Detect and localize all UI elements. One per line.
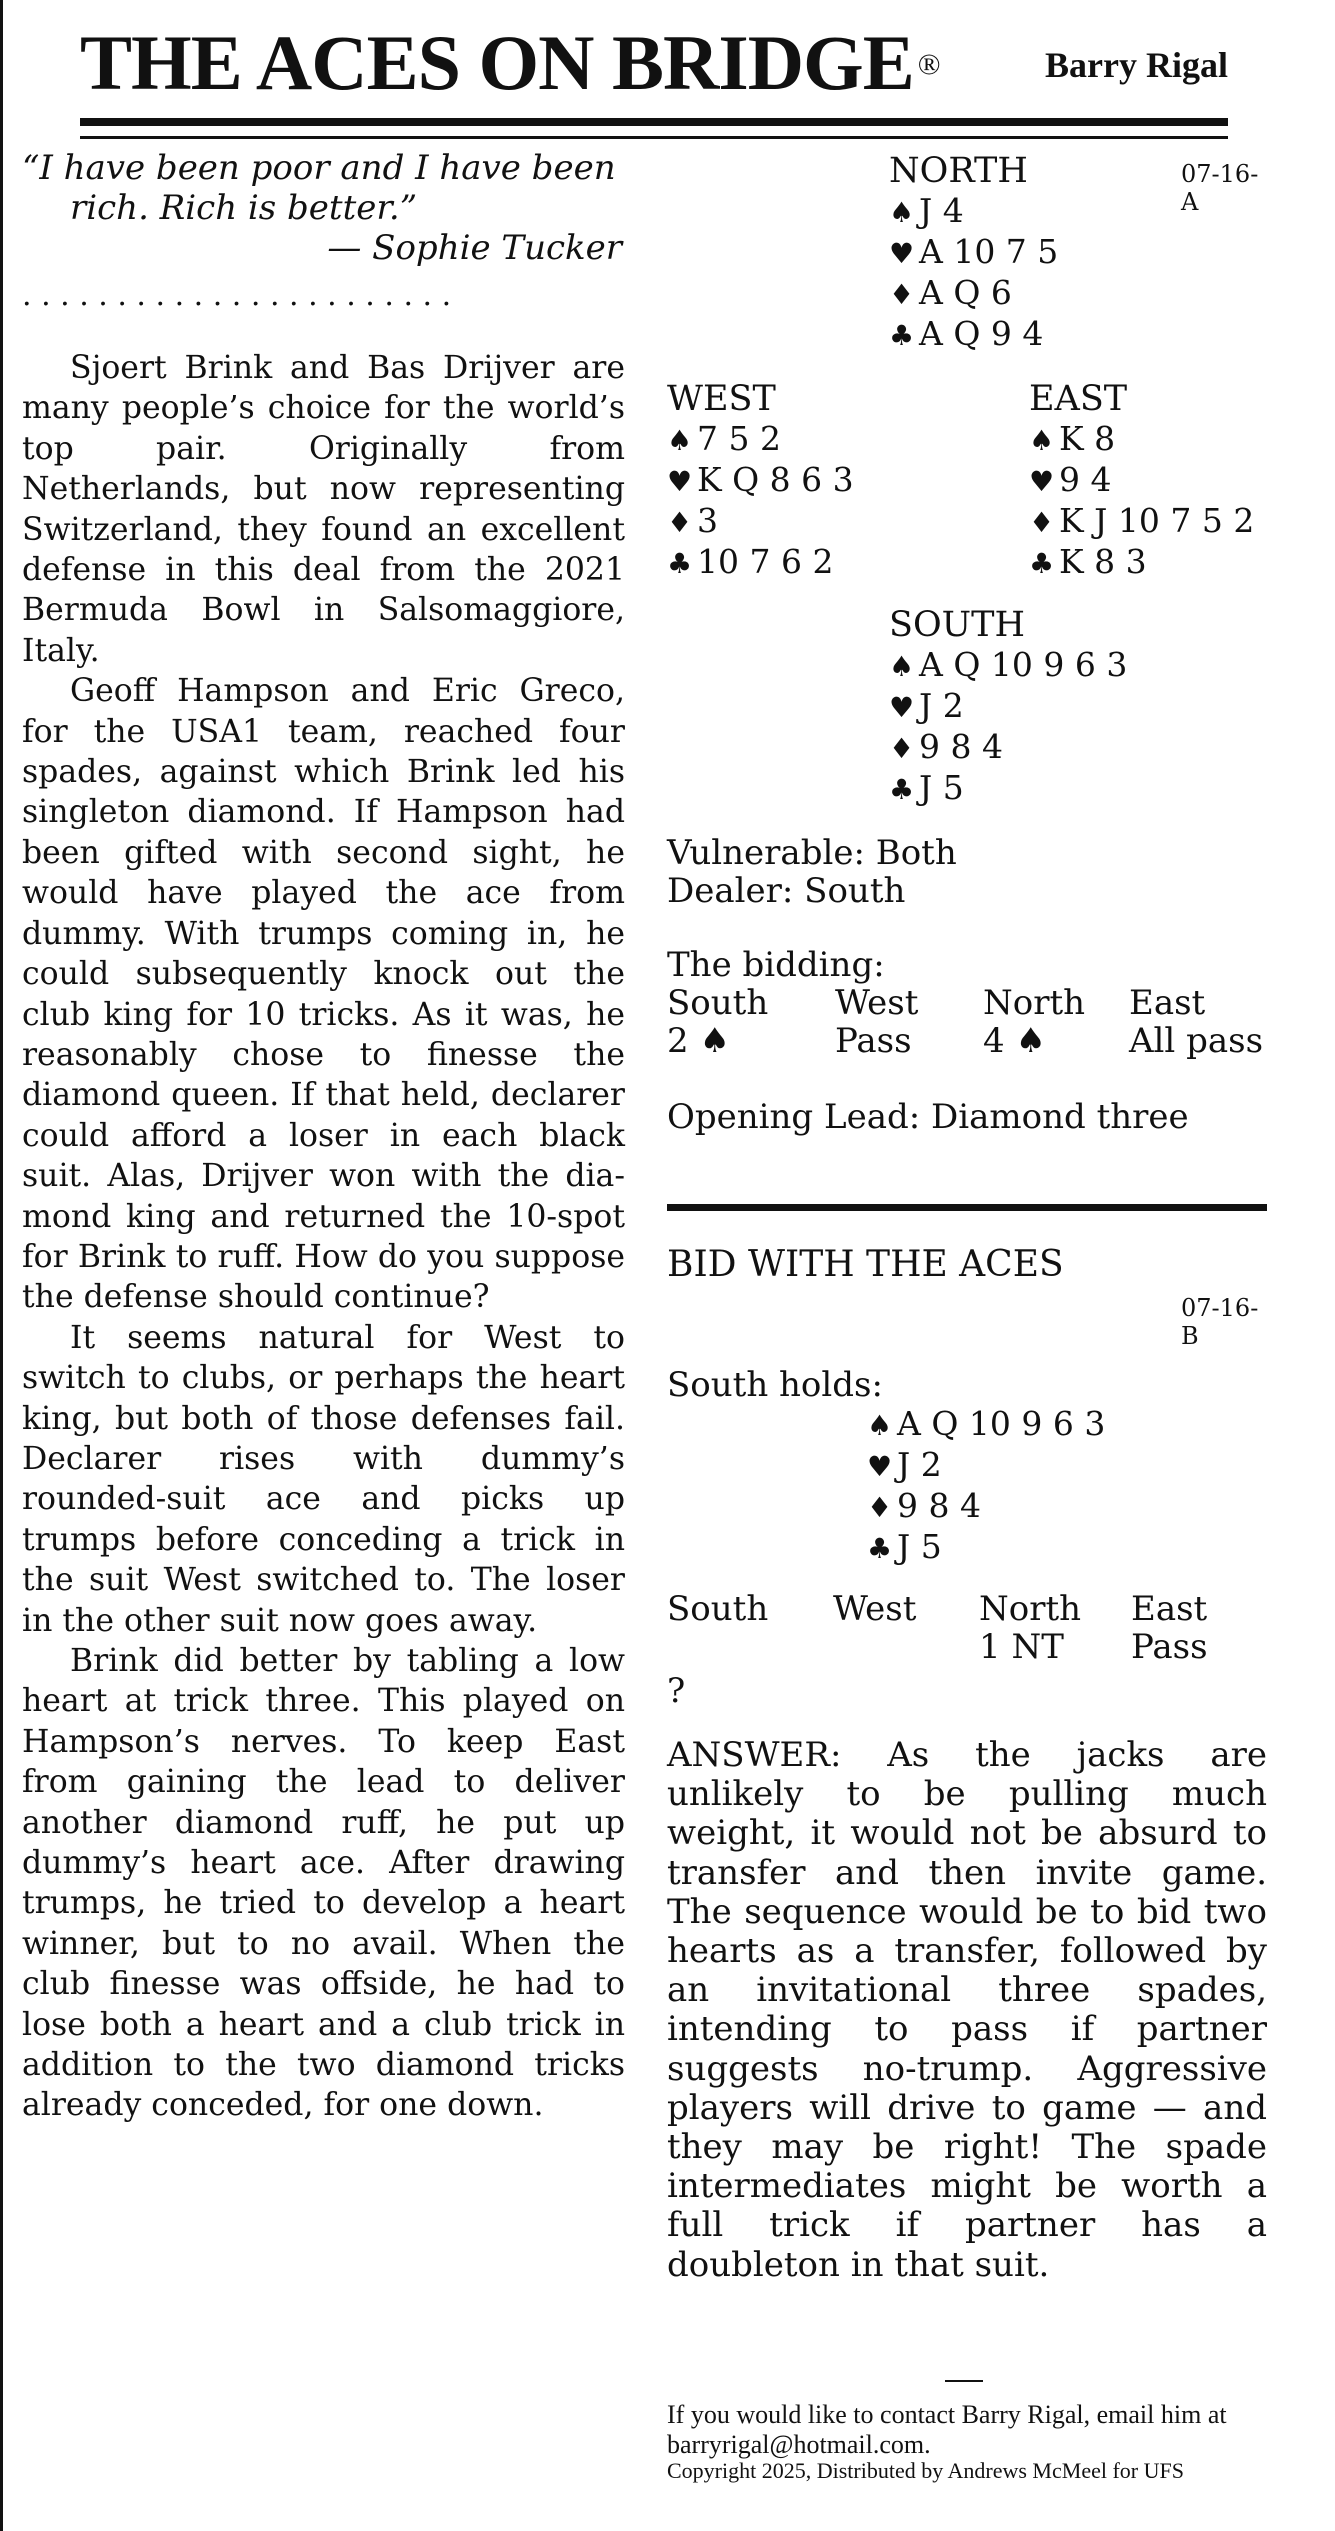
- suit-cards: 10 7 6 2: [697, 542, 834, 581]
- auction-header: South: [667, 1589, 769, 1629]
- club-icon: ♣: [889, 773, 915, 806]
- heart-icon: ♥: [1029, 465, 1055, 498]
- bid-cell: Pass: [835, 1021, 912, 1061]
- bidding-row: [667, 1022, 1267, 1060]
- club-icon: ♣: [1029, 547, 1055, 580]
- suit-cards: K 8 3: [1059, 542, 1147, 581]
- header-rule-thick: [80, 118, 1228, 126]
- opening-lead: Opening Lead: Diamond three: [667, 1097, 1189, 1137]
- diamond-icon: ♦: [1029, 506, 1055, 539]
- suit-cards: 7 5 2: [697, 419, 781, 458]
- quote-attribution: — Sophie Tucker: [327, 228, 622, 268]
- hand-label: NORTH: [889, 151, 1028, 191]
- hand-label: WEST: [667, 379, 776, 419]
- bidding-header: East: [1129, 983, 1206, 1023]
- suit-cards: 9 4: [1059, 460, 1112, 499]
- article-paragraph: Brink did better by tabling a low heart at trick three. This played on Hampson’s nerves. To keep East from gaining the lead to deliver another diamond ruff, he put up dummy’s heart ace. After drawing trumps, he tried to develop a heart winner, but to no avail. When the club finesse was offside, he had to lose both a heart and a club trick in addition to the two diamond tricks already conceded, for one down.: [22, 1643, 625, 2124]
- trademark-symbol: ®: [917, 48, 940, 81]
- hand-label: EAST: [1029, 379, 1128, 419]
- bidding-header-row: [667, 984, 1267, 1022]
- section-divider: [667, 1204, 1267, 1211]
- spade-icon: ♠: [889, 196, 915, 229]
- suit-cards: 9 8 4: [897, 1486, 981, 1525]
- auction-question: ?: [667, 1671, 686, 1711]
- spade-icon: ♠: [1029, 424, 1055, 457]
- auction-cell: [667, 1628, 833, 1666]
- heart-icon: ♥: [889, 237, 915, 270]
- spade-icon: ♠: [867, 1409, 893, 1442]
- article-body: [22, 348, 625, 2126]
- heart-icon: ♥: [867, 1450, 893, 1483]
- bid-cell: 4 ♠: [983, 1021, 1046, 1061]
- auction-header: North: [979, 1589, 1082, 1629]
- spade-icon: ♠: [889, 650, 915, 683]
- bidding-header: South: [667, 983, 769, 1023]
- bid-cell: 2 ♠: [667, 1021, 730, 1061]
- diamond-icon: ♦: [889, 278, 915, 311]
- suit-cards: 9 8 4: [919, 727, 1003, 766]
- club-icon: ♣: [889, 319, 915, 352]
- footer-rule: [945, 2380, 983, 2382]
- auction-header: East: [1131, 1589, 1208, 1629]
- diamond-icon: ♦: [667, 506, 693, 539]
- south-hand: [889, 606, 1127, 809]
- auction-cell: 1 NT: [979, 1627, 1064, 1667]
- article-paragraph: Sjoert Brink and Bas Drijver are many people’s choice for the world’s top pair. Originally from Netherlands, but now representing Switzerland, they found an excellent defense in this deal from the 2021 Bermuda Bowl in Salsomaggiore, Italy.: [22, 350, 625, 669]
- contact-note: If you would like to contact Barry Rigal, email him at barryrigal@hotmail.com.: [667, 2400, 1227, 2459]
- suit-cards: J 4: [919, 191, 964, 230]
- bid-south-hand: [867, 1404, 1105, 1568]
- south-holds-label: South holds:: [667, 1365, 883, 1405]
- heart-icon: ♥: [667, 465, 693, 498]
- north-hand: [889, 152, 1058, 355]
- bidding-label: The bidding:: [667, 945, 885, 985]
- suit-cards: K 8: [1059, 419, 1116, 458]
- diamond-icon: ♦: [867, 1491, 893, 1524]
- dotted-separator: . . . . . . . . . . . . . . . . . . . . . . .: [22, 278, 452, 313]
- suit-cards: A Q 10 9 6 3: [897, 1404, 1106, 1443]
- auction-question-row: [667, 1666, 1267, 1710]
- header-rule-thin: [80, 136, 1228, 139]
- vulnerability: Vulnerable: Both: [667, 833, 957, 873]
- auction-cell: Pass: [1131, 1627, 1208, 1667]
- section-heading: BID WITH THE ACES: [667, 1244, 1064, 1285]
- suit-cards: K J 10 7 5 2: [1059, 501, 1255, 540]
- bid-cell: All pass: [1129, 1021, 1264, 1061]
- auction-header: West: [833, 1589, 917, 1629]
- quote-line: “I have been poor and I have been: [22, 148, 616, 188]
- auction-table: [667, 1590, 1267, 1710]
- column-title: THE ACES ON BRIDGE ®: [80, 19, 940, 106]
- article-paragraph: Geoff Hampson and Eric Greco, for the USA1 team, reached four spades, against which Brink led his singleton diamond. If Hampson had been gifted with second sight, he would have played the ace from dummy. With trumps coming in, he could subsequently knock out the club king for 10 tricks. As it was, he reasonably chose to finesse the diamond queen. If that held, declarer could afford a loser in each black suit. Alas, Drijver won with the diamond king and returned the 10-spot for Brink to ruff. How do you suppose the defense should continue?: [22, 673, 625, 1316]
- suit-cards: A Q 10 9 6 3: [919, 645, 1128, 684]
- hand-label: SOUTH: [889, 605, 1026, 645]
- copyright-note: Copyright 2025, Distributed by Andrews McMeel for UFS: [667, 2458, 1184, 2483]
- suit-cards: A Q 6: [919, 273, 1012, 312]
- spade-icon: ♠: [667, 424, 693, 457]
- dealer: Dealer: South: [667, 871, 906, 911]
- deal-tag: 07-16-A: [1181, 160, 1259, 216]
- suit-cards: K Q 8 6 3: [697, 460, 854, 499]
- suit-cards: A 10 7 5: [919, 232, 1059, 271]
- page-left-border: [0, 0, 3, 2531]
- west-hand: [667, 380, 854, 583]
- suit-cards: J 5: [897, 1527, 942, 1566]
- bid-tag: 07-16-B: [1181, 1294, 1259, 1350]
- author-byline: Barry Rigal: [1045, 45, 1228, 85]
- suit-cards: J 5: [919, 768, 964, 807]
- deal-info: [667, 834, 957, 910]
- diamond-icon: ♦: [889, 732, 915, 765]
- club-icon: ♣: [867, 1532, 893, 1565]
- suit-cards: 3: [697, 501, 718, 540]
- answer-text: ANSWER: As the jacks are unlikely to be pulling much weight, it would not be absurd to transfer and then invite game. The sequence would be to bid two hearts as a transfer, followed by an invitational three spades, intending to pass if partner suggests no-trump. Aggressive players will drive to game — and they may be right! The spade intermediates might be worth a full trick if partner has a doubleton in that suit.: [667, 1735, 1267, 2285]
- auction-cell: [833, 1628, 979, 1666]
- east-hand: [1029, 380, 1254, 583]
- heart-icon: ♥: [889, 691, 915, 724]
- epigraph-quote: [22, 148, 622, 268]
- club-icon: ♣: [667, 547, 693, 580]
- auction-header-row: [667, 1590, 1267, 1628]
- bidding-header: North: [983, 983, 1086, 1023]
- bidding-table: [667, 984, 1267, 1060]
- quote-line: rich. Rich is better.”: [70, 188, 418, 228]
- auction-row: [667, 1628, 1267, 1666]
- suit-cards: J 2: [897, 1445, 942, 1484]
- article-paragraph: It seems natural for West to switch to clubs, or perhaps the heart king, but both of those defenses fail. Declarer rises with dummy’s rounded-suit ace and picks up trumps before conceding a trick in the suit West switched to. The loser in the other suit now goes away.: [22, 1319, 625, 1639]
- bidding-header: West: [835, 983, 919, 1023]
- suit-cards: J 2: [919, 686, 964, 725]
- suit-cards: A Q 9 4: [919, 314, 1044, 353]
